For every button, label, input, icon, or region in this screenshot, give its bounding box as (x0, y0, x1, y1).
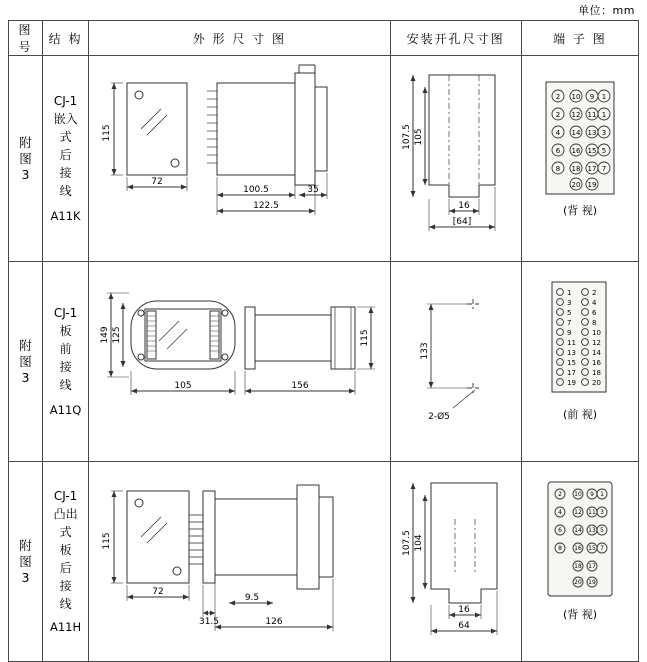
terminal-diagram-2 (522, 276, 637, 448)
svg-text:19: 19 (566, 378, 576, 387)
svg-text:1: 1 (599, 490, 604, 498)
svg-text:13: 13 (587, 128, 597, 137)
drawing-no-char-3: 3 (21, 369, 30, 385)
svg-text:12: 12 (573, 508, 582, 516)
drawing-no-char-2: 图 (19, 150, 32, 166)
svg-text:3: 3 (566, 298, 572, 307)
svg-text:20: 20 (573, 578, 582, 586)
dim-16: 16 (457, 200, 470, 211)
header-outline: 外 形 尺 寸 图 (89, 21, 390, 56)
dim-115: 115 (360, 328, 371, 347)
structure-line-1: 凸出 (53, 506, 78, 521)
cell-drawing-no (9, 462, 43, 662)
svg-text:15: 15 (587, 544, 596, 552)
structure-line-1: 嵌入 (53, 111, 78, 126)
structure-line-0: CJ-1 (53, 93, 78, 108)
dim-64: 64 (457, 620, 470, 631)
svg-text:9: 9 (589, 490, 594, 498)
cell-outline-drawing (89, 462, 390, 662)
dim-105: 105 (174, 380, 192, 391)
svg-text:4: 4 (557, 508, 562, 516)
dim-31p5: 31.5 (199, 616, 220, 627)
drawing-no-char-1: 附 (19, 134, 32, 150)
svg-text:5: 5 (601, 146, 607, 155)
drawing-no-char-1: 附 (19, 537, 32, 553)
structure-line-4: 接 (59, 165, 72, 180)
svg-text:17: 17 (566, 368, 576, 377)
dim-125: 125 (112, 325, 123, 344)
structure-code: A11K (50, 208, 81, 223)
svg-text:18: 18 (591, 368, 601, 377)
table-row (9, 262, 639, 462)
dim-122p5: 122.5 (253, 200, 279, 211)
svg-text:7: 7 (599, 544, 604, 552)
svg-text:2: 2 (591, 288, 597, 297)
structure-line-3: 接 (59, 359, 72, 374)
svg-text:8: 8 (555, 164, 561, 173)
svg-text:8: 8 (591, 318, 597, 327)
svg-text:14: 14 (591, 348, 601, 357)
dim-107p5: 107.5 (401, 529, 412, 556)
svg-text:7: 7 (566, 318, 572, 327)
drawing-no-char-3: 3 (21, 569, 30, 585)
dim-35: 35 (307, 184, 319, 195)
cell-drawing-no (9, 262, 43, 462)
structure-code: A11Q (49, 402, 82, 417)
outline-diagram-2 (89, 263, 388, 461)
svg-text:11: 11 (566, 338, 576, 347)
svg-text:14: 14 (573, 526, 582, 534)
structure-line-2: 式 (59, 129, 72, 144)
svg-text:10: 10 (591, 328, 601, 337)
svg-text:3: 3 (601, 128, 607, 137)
svg-text:17: 17 (587, 562, 596, 570)
structure-line-5: 线 (59, 183, 72, 198)
cell-terminal-diagram (521, 462, 638, 662)
drawing-no-char-2: 图 (19, 553, 32, 569)
terminal-caption: (前 视) (562, 407, 597, 421)
table-row (9, 462, 639, 662)
terminal-diagram-1 (522, 74, 637, 244)
mounting-diagram-1 (391, 57, 520, 261)
mounting-diagram-3 (391, 463, 520, 661)
dim-105: 105 (413, 127, 424, 146)
structure-line-0: CJ-1 (53, 305, 78, 320)
svg-text:6: 6 (555, 146, 561, 155)
svg-text:10: 10 (571, 92, 581, 101)
svg-text:13: 13 (587, 526, 596, 534)
cell-drawing-no (9, 56, 43, 262)
svg-text:5: 5 (566, 308, 572, 317)
cell-mounting-drawing (390, 462, 521, 662)
mounting-diagram-2 (391, 263, 520, 461)
dim-115: 115 (102, 531, 113, 550)
structure-line-3: 板 (59, 542, 72, 557)
svg-text:6: 6 (591, 308, 597, 317)
svg-text:2: 2 (557, 490, 562, 498)
svg-text:2: 2 (555, 110, 561, 119)
svg-text:16: 16 (571, 146, 581, 155)
svg-text:18: 18 (573, 562, 582, 570)
svg-text:18: 18 (571, 164, 581, 173)
svg-text:17: 17 (587, 164, 597, 173)
drawing-no-char-1: 附 (19, 337, 32, 353)
dim-9p5: 9.5 (244, 592, 260, 603)
structure-code: A11H (50, 619, 82, 634)
cell-structure (43, 56, 89, 262)
dim-149: 149 (100, 325, 111, 344)
svg-text:8: 8 (557, 544, 562, 552)
svg-text:20: 20 (571, 180, 581, 189)
svg-text:6: 6 (557, 526, 562, 534)
structure-line-2: 式 (59, 524, 72, 539)
cell-terminal-diagram (521, 262, 638, 462)
header-structure: 结 构 (43, 21, 89, 56)
svg-text:15: 15 (566, 358, 576, 367)
dim-156: 156 (291, 380, 309, 391)
cell-terminal-diagram (521, 56, 638, 262)
svg-text:7: 7 (601, 164, 607, 173)
structure-line-6: 线 (59, 596, 72, 611)
svg-text:3: 3 (599, 508, 604, 516)
structure-line-0: CJ-1 (53, 488, 78, 503)
dim-16: 16 (457, 604, 470, 615)
structure-line-4: 后 (59, 560, 72, 575)
terminal-caption: (背 视) (562, 203, 597, 217)
drawing-no-char-2: 图 (19, 353, 32, 369)
structure-line-3: 后 (59, 147, 72, 162)
dim-104: 104 (413, 533, 424, 552)
dim-64: [64] (452, 216, 471, 227)
dim-133: 133 (419, 341, 430, 360)
table-header-row (9, 21, 639, 56)
svg-text:13: 13 (566, 348, 576, 357)
svg-text:1: 1 (601, 110, 607, 119)
structure-line-5: 接 (59, 578, 72, 593)
dim-126: 126 (265, 616, 283, 627)
cell-mounting-drawing (390, 56, 521, 262)
terminal-caption: (背 视) (562, 607, 597, 621)
svg-text:11: 11 (587, 508, 596, 516)
dim-115: 115 (102, 123, 113, 142)
header-mounting: 安装开孔尺寸图 (390, 21, 521, 56)
svg-text:15: 15 (587, 146, 597, 155)
svg-text:12: 12 (571, 110, 581, 119)
outline-diagram-1 (89, 57, 388, 261)
svg-text:10: 10 (573, 490, 582, 498)
cell-outline-drawing (89, 56, 390, 262)
svg-text:1: 1 (566, 288, 572, 297)
svg-text:11: 11 (587, 110, 597, 119)
svg-text:19: 19 (587, 578, 596, 586)
dim-2-d5: 2-Ø5 (427, 411, 450, 422)
svg-text:4: 4 (555, 128, 561, 137)
dim-72: 72 (151, 176, 163, 187)
svg-text:1: 1 (601, 92, 607, 101)
structure-line-4: 线 (59, 377, 72, 392)
svg-text:16: 16 (591, 358, 601, 367)
svg-text:4: 4 (591, 298, 597, 307)
svg-text:9: 9 (566, 328, 572, 337)
svg-text:14: 14 (571, 128, 581, 137)
spec-table (8, 20, 639, 662)
svg-text:9: 9 (589, 92, 595, 101)
cell-outline-drawing (89, 262, 390, 462)
cell-structure (43, 262, 89, 462)
header-terminal: 端 子 图 (521, 21, 638, 56)
dim-100p5: 100.5 (243, 184, 269, 195)
svg-text:19: 19 (587, 180, 597, 189)
svg-text:16: 16 (573, 544, 582, 552)
dim-107p5: 107.5 (401, 123, 412, 150)
dim-72: 72 (152, 586, 164, 597)
terminal-diagram-3 (522, 476, 637, 648)
svg-text:20: 20 (591, 378, 601, 387)
cell-mounting-drawing (390, 262, 521, 462)
svg-text:12: 12 (591, 338, 601, 347)
header-drawing-no: 图 号 (9, 21, 43, 56)
svg-text:5: 5 (599, 526, 604, 534)
svg-text:2: 2 (555, 92, 561, 101)
outline-diagram-3 (89, 463, 388, 661)
structure-line-1: 板 (59, 323, 72, 338)
drawing-no-char-3: 3 (21, 166, 30, 182)
cell-structure (43, 462, 89, 662)
structure-line-2: 前 (59, 341, 72, 356)
unit-note: 单位：mm (578, 4, 635, 17)
table-row (9, 56, 639, 262)
